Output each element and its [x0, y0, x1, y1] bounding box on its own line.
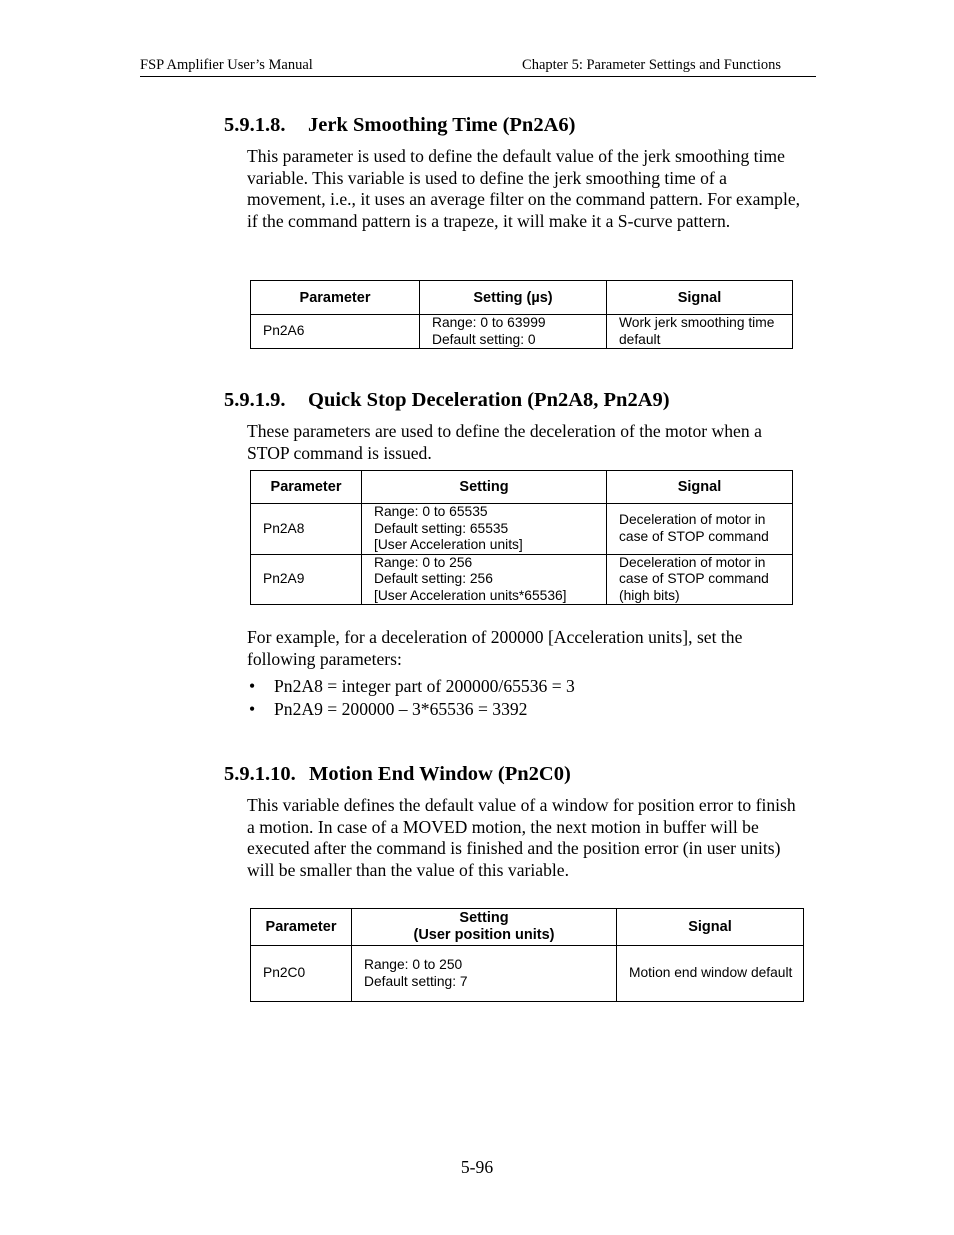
table-header-signal: Signal [617, 909, 804, 946]
signal-line: (high bits) [619, 587, 680, 603]
table-cell-parameter: Pn2A9 [251, 554, 362, 605]
table-cell-setting [362, 554, 607, 605]
section-body-quick-stop: These parameters are used to define the deceleration of the motor when a STOP command is issued. [247, 421, 762, 463]
table-header-signal: Signal [607, 471, 793, 504]
page-header [140, 56, 816, 77]
table-cell-setting [420, 315, 607, 349]
table-header-row [251, 909, 804, 946]
motion-end-window-table [250, 908, 804, 1002]
header-manual-title: FSP Amplifier User’s Manual [140, 57, 313, 73]
setting-units: [User Acceleration units] [374, 537, 523, 552]
table-header-parameter: Parameter [251, 909, 352, 946]
bullet-icon: • [249, 676, 256, 696]
header-setting-line: Setting [459, 910, 509, 926]
list-item [247, 698, 575, 721]
section-heading-quick-stop [224, 389, 670, 412]
setting-range: Range: 0 to 256 [374, 554, 473, 570]
table-header-row [251, 471, 793, 504]
signal-line: default [619, 331, 661, 347]
table-cell-parameter: Pn2C0 [251, 946, 352, 1002]
table-row [251, 554, 793, 605]
setting-default: Default setting: 7 [364, 973, 468, 989]
table-header-setting [352, 909, 617, 946]
table-cell-signal: Motion end window default [617, 946, 804, 1002]
table-cell-signal [607, 554, 793, 605]
signal-line: case of STOP command [619, 571, 769, 586]
jerk-smoothing-table [250, 280, 793, 349]
header-setting-units: (User position units) [413, 927, 555, 943]
setting-default: Default setting: 65535 [374, 520, 509, 536]
section-number: 5.9.1.10. [224, 763, 296, 785]
section-title: Quick Stop Deceleration (Pn2A8, Pn2A9) [308, 389, 670, 411]
quick-stop-bullet-list [247, 675, 575, 721]
table-cell-signal [607, 315, 793, 349]
section-number: 5.9.1.9. [224, 389, 286, 411]
section-number: 5.9.1.8. [224, 114, 286, 136]
section-body-motion-end-window: This variable defines the default value of a window for position error to finish a motion. In case of a MOVED motion, the next motion in buffer will be executed after the command is finished and the position error (in user units) will be smaller than the value of this variable. [247, 795, 796, 881]
setting-units: [User Acceleration units*65536] [374, 587, 567, 603]
table-cell-setting [362, 504, 607, 555]
quick-stop-example: For example, for a deceleration of 200000 [Acceleration units], set the following parameters: [247, 627, 743, 669]
setting-range: Range: 0 to 250 [364, 957, 463, 972]
signal-line: Deceleration of motor in [619, 554, 766, 570]
page-number: 5-96 [460, 1157, 494, 1177]
quick-stop-table [250, 470, 793, 605]
setting-range: Range: 0 to 63999 [432, 315, 546, 330]
section-title: Motion End Window (Pn2C0) [309, 763, 571, 785]
signal-line: Deceleration of motor in [619, 512, 766, 528]
setting-range: Range: 0 to 65535 [374, 504, 488, 519]
table-cell-signal [607, 504, 793, 555]
signal-line: Work jerk smoothing time [619, 315, 775, 330]
list-item [247, 675, 575, 698]
table-header-setting: Setting (µs) [420, 281, 607, 315]
section-heading-motion-end-window [224, 763, 571, 786]
table-cell-parameter: Pn2A8 [251, 504, 362, 555]
section-heading-jerk-smoothing [224, 114, 575, 137]
bullet-icon: • [249, 699, 256, 719]
table-header-parameter: Parameter [251, 281, 420, 315]
table-row [251, 504, 793, 555]
list-item-text: Pn2A8 = integer part of 200000/65536 = 3 [274, 676, 575, 696]
table-header-setting: Setting [362, 471, 607, 504]
table-header-row [251, 281, 793, 315]
setting-default: Default setting: 256 [374, 571, 493, 586]
table-cell-parameter: Pn2A6 [251, 315, 420, 349]
list-item-text: Pn2A9 = 200000 – 3*65536 = 3392 [274, 699, 528, 719]
table-header-parameter: Parameter [251, 471, 362, 504]
signal-line: case of STOP command [619, 528, 769, 544]
table-row [251, 946, 804, 1002]
table-cell-setting [352, 946, 617, 1002]
table-header-signal: Signal [607, 281, 793, 315]
setting-default: Default setting: 0 [432, 331, 536, 347]
table-row [251, 315, 793, 349]
header-chapter-title: Chapter 5: Parameter Settings and Functions [522, 57, 781, 73]
section-title: Jerk Smoothing Time (Pn2A6) [308, 114, 576, 136]
section-body-jerk-smoothing: This parameter is used to define the default value of the jerk smoothing time variable. This variable is used to define the jerk smoothing time of a movement, i.e., it uses an average filter on the command pattern. For example, if the command pattern is a trapeze, it will make it a S-curve pattern. [247, 146, 801, 232]
